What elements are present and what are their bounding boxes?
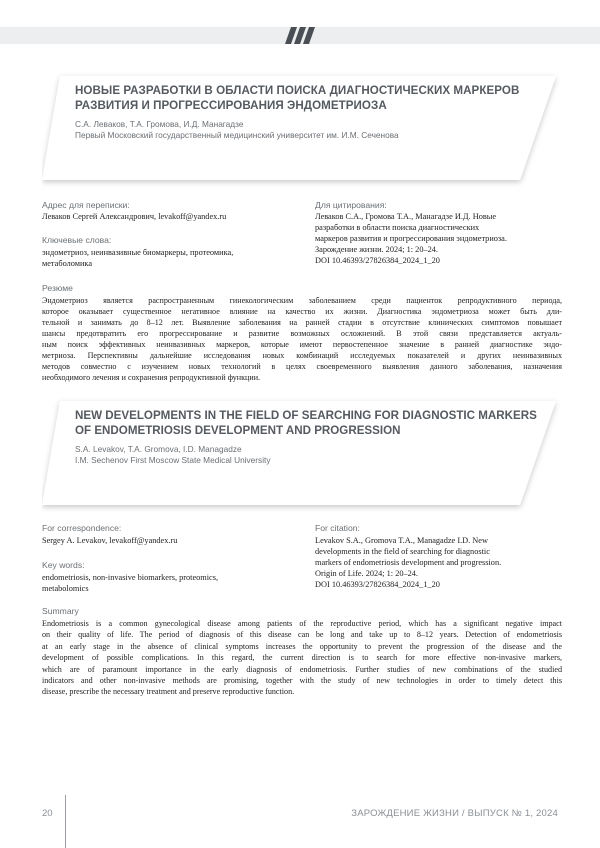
en-affiliation: I.M. Sechenov First Moscow State Medical University: [75, 455, 271, 465]
en-keywords-label: Key words:: [42, 560, 85, 570]
en-correspondence-label: For correspondence:: [42, 523, 122, 533]
en-summary-line: disease, prescribe the necessary treatment and preserve reproductive function.: [42, 687, 295, 697]
ru-citation-doi: DOI 10.46393/27826384_2024_1_20: [315, 256, 440, 265]
ru-citation-line: маркеров развития и прогрессирования эндометриоза.: [315, 234, 507, 243]
ru-citation-line: разработки в области поиска диагностических: [315, 223, 480, 232]
en-citation-line: developments in the field of searching for diagnostic: [315, 547, 490, 556]
ru-article-title: НОВЫЕ РАЗРАБОТКИ В ОБЛАСТИ ПОИСКА ДИАГНОСТИЧЕСКИХ МАРКЕРОВ РАЗВИТИЯ И ПРОГРЕССИРОВАНИЯ ЭНДОМЕТРИОЗА: [75, 84, 520, 112]
en-citation-label: For citation:: [315, 523, 360, 533]
en-summary: [42, 618, 562, 698]
ru-keywords-line: эндометриоз, неинвазивные биомаркеры, протеомика,: [42, 248, 234, 257]
ru-affiliation: Первый Московский государственный медицинский университет им. И.М. Сеченова: [75, 130, 399, 140]
ru-summary-line: Эндометриоз является распространенным гинекологическим заболеванием среди пациенток репродуктивного периода,: [42, 296, 562, 305]
ru-summary-line: которое оказывает существенное негативное влияние на качество их жизни. Диагностика эндометриоза может быть дли-: [42, 307, 562, 316]
ru-citation-line: Зарождение жизни. 2024; 1: 20–24.: [315, 245, 438, 254]
en-summary-line: on their quality of life. The period of diagnosis of this disease can be long and take up to 8–12 years. Detection of endometriosis: [42, 630, 562, 640]
en-summary-line: at an early stage in the absence of clinical symptoms increases the opportunity to prevent the progression of the disease and the: [42, 641, 562, 651]
en-article-title: NEW DEVELOPMENTS IN THE FIELD OF SEARCHING FOR DIAGNOSTIC MARKERS OF ENDOMETRIOSIS DEVELOPMENT AND PROGRESSION: [75, 409, 537, 437]
en-authors: S.A. Levakov, T.A. Gromova, I.D. Managadze: [75, 444, 242, 454]
journal-issue: ЗАРОЖДЕНИЕ ЖИЗНИ / ВЫПУСК № 1, 2024: [351, 808, 558, 819]
en-keywords-line: endometriosis, non-invasive biomarkers, proteomics,: [42, 573, 219, 582]
footer-divider: [65, 795, 66, 848]
ru-summary-line: необходимого лечения и сохранения репродуктивной функции.: [42, 373, 261, 382]
en-summary-line: development of possible complications. In this regard, the current direction is to search for more effective non-invasive markers,: [42, 653, 562, 663]
ru-keywords-label: Ключевые слова:: [42, 235, 112, 245]
ru-keywords-line: метаболомика: [42, 259, 93, 268]
page-number: 20: [42, 808, 53, 819]
ru-summary-line: тельной и занимать до 8–12 лет. Выявление заболевания на ранней стадии в отсутствие клинических симптомов повышает: [42, 318, 562, 327]
en-citation-line: markers of endometriosis development and progression.: [315, 558, 502, 567]
ru-authors: С.А. Леваков, Т.А. Громова, И.Д. Манагадзе: [75, 119, 244, 129]
ru-citation-label: Для цитирования:: [315, 200, 387, 210]
ru-summary-line: шансы предотвратить его прогрессирование и развитие возможных осложнений. В этой связи представляется актуаль-: [42, 329, 562, 338]
en-summary-line: which are of paramount importance in the early diagnosis of endometriosis. Further studies of new combinations of the studied: [42, 664, 562, 674]
ru-summary-line: методов совместно с изучением новых технологий в целях своевременного выявления данного заболевания, назначения: [42, 362, 562, 371]
header-stripes-icon: [285, 27, 315, 44]
ru-correspondence-value: Леваков Сергей Александрович, levakoff@yandex.ru: [42, 212, 227, 221]
ru-citation-line: Леваков С.А., Громова Т.А., Манагадзе И.Д. Новые: [315, 212, 497, 221]
en-correspondence-value: Sergey A. Levakov, levakoff@yandex.ru: [42, 536, 178, 545]
en-citation-doi: DOI 10.46393/27826384_2024_1_20: [315, 580, 440, 589]
ru-summary-line: метриоза. Перспективны дальнейшие исследования новых комбинаций исследуемых показателей и других неинвазивных: [42, 351, 562, 360]
en-summary-line: indicators and other non-invasive methods are promising, together with the study of new technologies in order to timely detect this: [42, 676, 562, 686]
en-summary-line: Endometriosis is a common gynecological disease among patients of the reproductive period, which has a significant negative impact: [42, 619, 562, 628]
ru-summary-line: ным поиск эффективных неинвазивных маркеров, которые имеют первостепенное значение в ранней диагностике эндо-: [42, 340, 562, 349]
en-citation-line: Origin of Life. 2024; 1: 20–24.: [315, 569, 419, 578]
ru-correspondence-label: Адрес для переписки:: [42, 200, 130, 210]
ru-summary-label: Резюме: [42, 283, 73, 293]
en-keywords-line: metabolomics: [42, 584, 89, 593]
en-citation-line: Levakov S.A., Gromova T.A., Managadze I.D. New: [315, 536, 488, 545]
en-summary-label: Summary: [42, 606, 79, 616]
ru-summary: [42, 295, 562, 383]
